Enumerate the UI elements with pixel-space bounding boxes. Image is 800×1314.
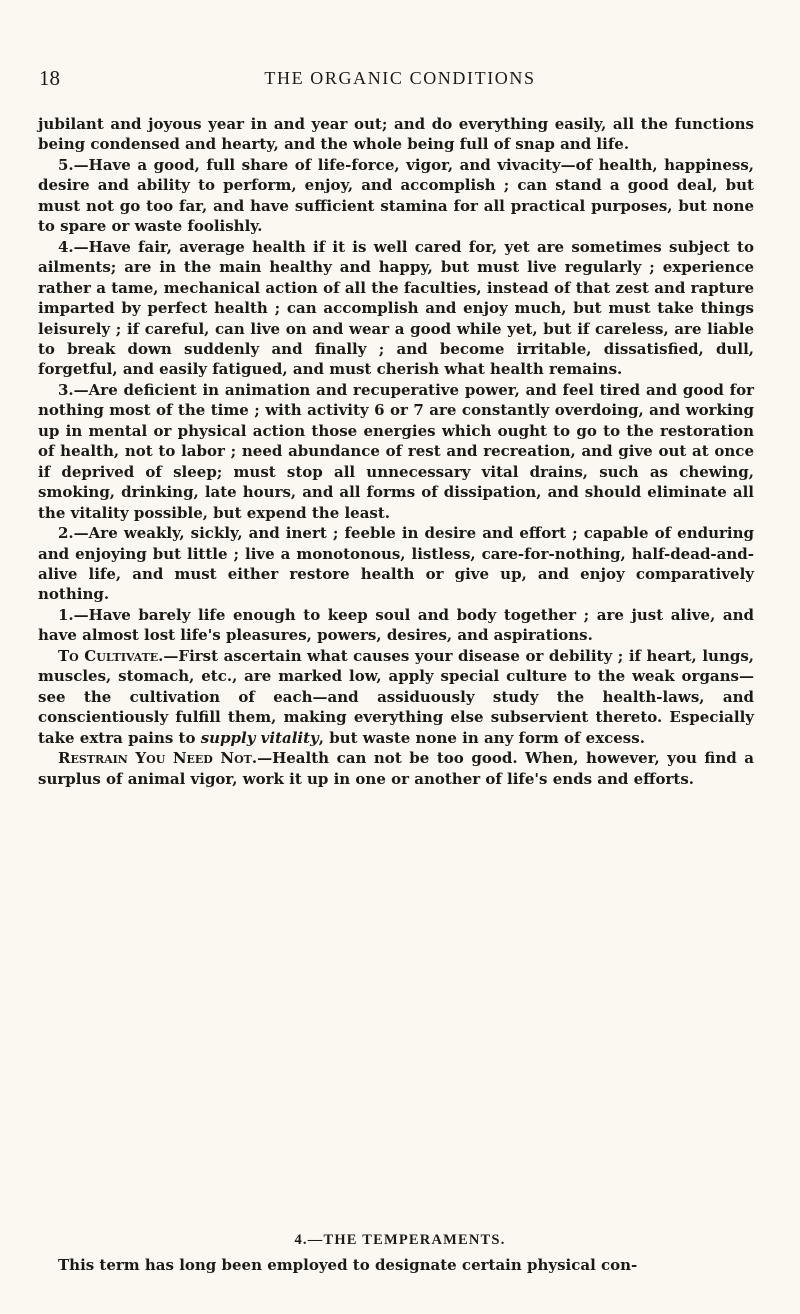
page-header — [0, 66, 800, 92]
running-head: THE ORGANIC CONDITIONS — [264, 68, 536, 88]
body-text — [38, 114, 754, 789]
restrain-label: Restrain You Need Not. — [58, 749, 258, 768]
to-cultivate-text: —First ascertain what causes your disease or debility ; if heart, lungs, muscles, stomach, etc., are marked low, apply special culture to the weak organs—see the cultivation of each—and assiduously study the health-laws, and conscientiously fulfill them, making everything else subservient thereto. Especially take extra pains to — [38, 646, 755, 747]
supply-vitality-emphasis: supply vitality — [200, 728, 319, 747]
paragraph-restrain — [38, 748, 754, 789]
restrain-text: —Health can not be too good. When, however, you find a surplus of animal vigor, work it up in one or another of life's ends and efforts. — [38, 749, 754, 788]
paragraph-level-4: 4.—Have fair, average health if it is well cared for, yet are sometimes subject to ailments; are in the main healthy and happy, but must live regularly ; experience rather a tame, mechanical action of all the faculties, instead of that zest and rapture imparted by perfect health ; can accomplish and enjoy much, but must take things leisurely ; if careful, can live on and wear a good while yet, but if careless, are liable to break down suddenly and finally ; and become irritable, dissatisfied, dull, forgetful, and easily fatigued, and must cherish what health remains. — [38, 237, 754, 379]
paragraph-level-1: 1.—Have barely life enough to keep soul and body together ; are just alive, and have almost lost life's pleasures, powers, desires, and aspirations. — [38, 605, 754, 645]
paragraph-level-3: 3.—Are deficient in animation and recuperative power, and feel tired and good for nothing most of the time ; with activity 6 or 7 are constantly overdoing, and working up in mental or physical action those energies which ought to go to the restoration of health, not to labor ; need abundance of rest and recreation, and give out at once if deprived of sleep; must stop all unnecessary vital drains, such as chewing, smoking, drinking, late hours, and all forms of dissipation, and should eliminate all the vitality possible, but expend the least. — [38, 380, 754, 522]
section-heading: 4.—THE TEMPERAMENTS. — [294, 1232, 506, 1248]
paragraph-level-5: 5.—Have a good, full share of life-force, vigor, and vivacity—of health, happiness, desire and ability to perform, enjoy, and accomplish ; can stand a good deal, but must not go too far, and have sufficient stamina for all practical purposes, but none to spare or waste foolishly. — [38, 155, 754, 236]
to-cultivate-label: To Cultivate. — [58, 646, 164, 665]
paragraph-to-cultivate — [38, 646, 754, 748]
page-number: 18 — [39, 66, 60, 90]
section-first-line: This term has long been employed to designate certain physical con- — [58, 1256, 638, 1274]
paragraph-level-2: 2.—Are weakly, sickly, and inert ; feeble in desire and effort ; capable of enduring and enjoying but little ; live a monotonous, listless, care-for-nothing, half-dead-and-alive life, and must either restore health or give up, and enjoy comparatively nothing. — [38, 524, 754, 604]
paragraph-continuation: jubilant and joyous year in and year out; and do everything easily, all the functions being condensed and hearty, and the whole being full of snap and life. — [38, 115, 754, 154]
to-cultivate-text-end: , but waste none in any form of excess. — [318, 728, 645, 747]
